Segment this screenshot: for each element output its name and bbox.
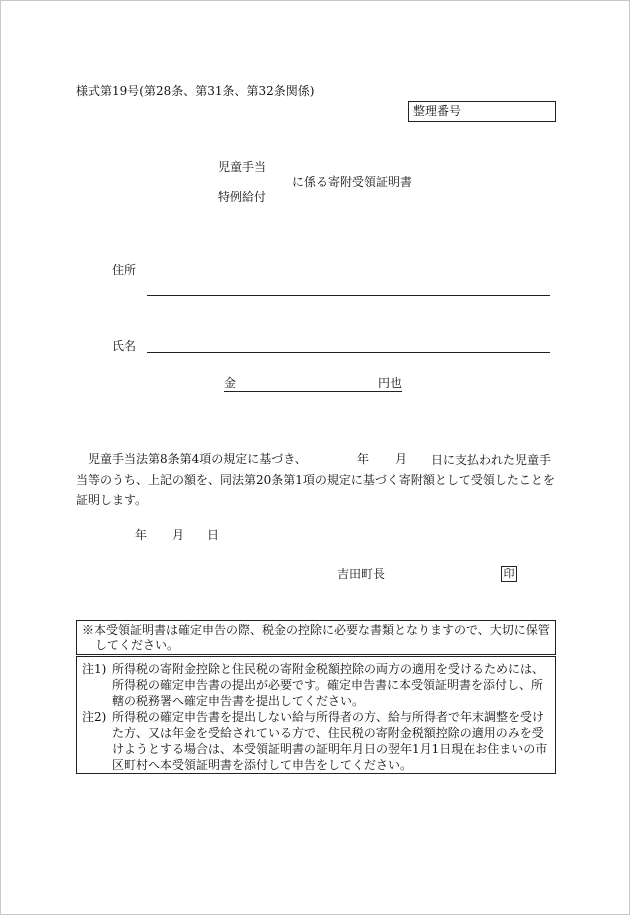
body-part1: 児童手当法第8条第4項の規定に基づき、 bbox=[88, 452, 307, 466]
address-label: 住所 bbox=[112, 263, 137, 277]
caution-line2: してください。 bbox=[95, 638, 180, 652]
form-number: 様式第19号(第28条、第31条、第32条関係) bbox=[76, 84, 315, 98]
note-2-label: 注2) bbox=[82, 710, 107, 724]
title-suffix: に係る寄附受領証明書 bbox=[292, 175, 413, 189]
name-label: 氏名 bbox=[112, 339, 137, 353]
reference-number-box[interactable] bbox=[408, 101, 556, 122]
issuer: 吉田町長 bbox=[337, 567, 386, 581]
note-1-text: 所得税の寄附金控除と住民税の寄附金税額控除の両方の適用を受けるためには、所得税の確定申告書の提出が必要です。確定申告書に本受領証明書を添付し、所轄の税務署へ確定申告書を提出してください。 bbox=[112, 662, 545, 708]
name-field-line[interactable] bbox=[147, 352, 550, 353]
address-field-line[interactable] bbox=[147, 295, 550, 296]
date-month: 月 bbox=[172, 528, 185, 542]
reference-number-label: 整理番号 bbox=[413, 104, 462, 118]
title-line1: 児童手当 bbox=[218, 160, 267, 174]
title-line2: 特例給付 bbox=[218, 190, 267, 204]
amount-suffix: 円也 bbox=[378, 376, 403, 390]
caution-box bbox=[76, 620, 556, 655]
body-paragraph: 日に支払われた児童手当等のうち、上記の額を、同法第20条第1項の規定に基づく寄附額として受領したことを証明します。 bbox=[76, 453, 555, 507]
body-month: 月 bbox=[395, 452, 408, 466]
amount-prefix: 金 bbox=[224, 376, 237, 390]
date-day: 日 bbox=[207, 528, 220, 542]
date-year: 年 bbox=[135, 528, 148, 542]
amount-field-line[interactable] bbox=[224, 391, 402, 392]
seal-stamp: 印 bbox=[501, 566, 517, 582]
caution-line1: ※本受領証明書は確定申告の際、税金の控除に必要な書類となりますので、大切に保管 bbox=[82, 623, 550, 637]
body-year: 年 bbox=[357, 452, 370, 466]
note-1-label: 注1) bbox=[82, 662, 107, 676]
note-2-text: 所得税の確定申告書を提出しない給与所得者の方、給与所得者で年末調整を受けた方、又は年金を受給されている方で、住民税の寄附金税額控除の適用のみを受けようとする場合は、本受領証明書の証明年月日の翌年1月1日現在お住まいの市区町村へ本受領証明書を添付して申告をしてください。 bbox=[112, 710, 548, 772]
